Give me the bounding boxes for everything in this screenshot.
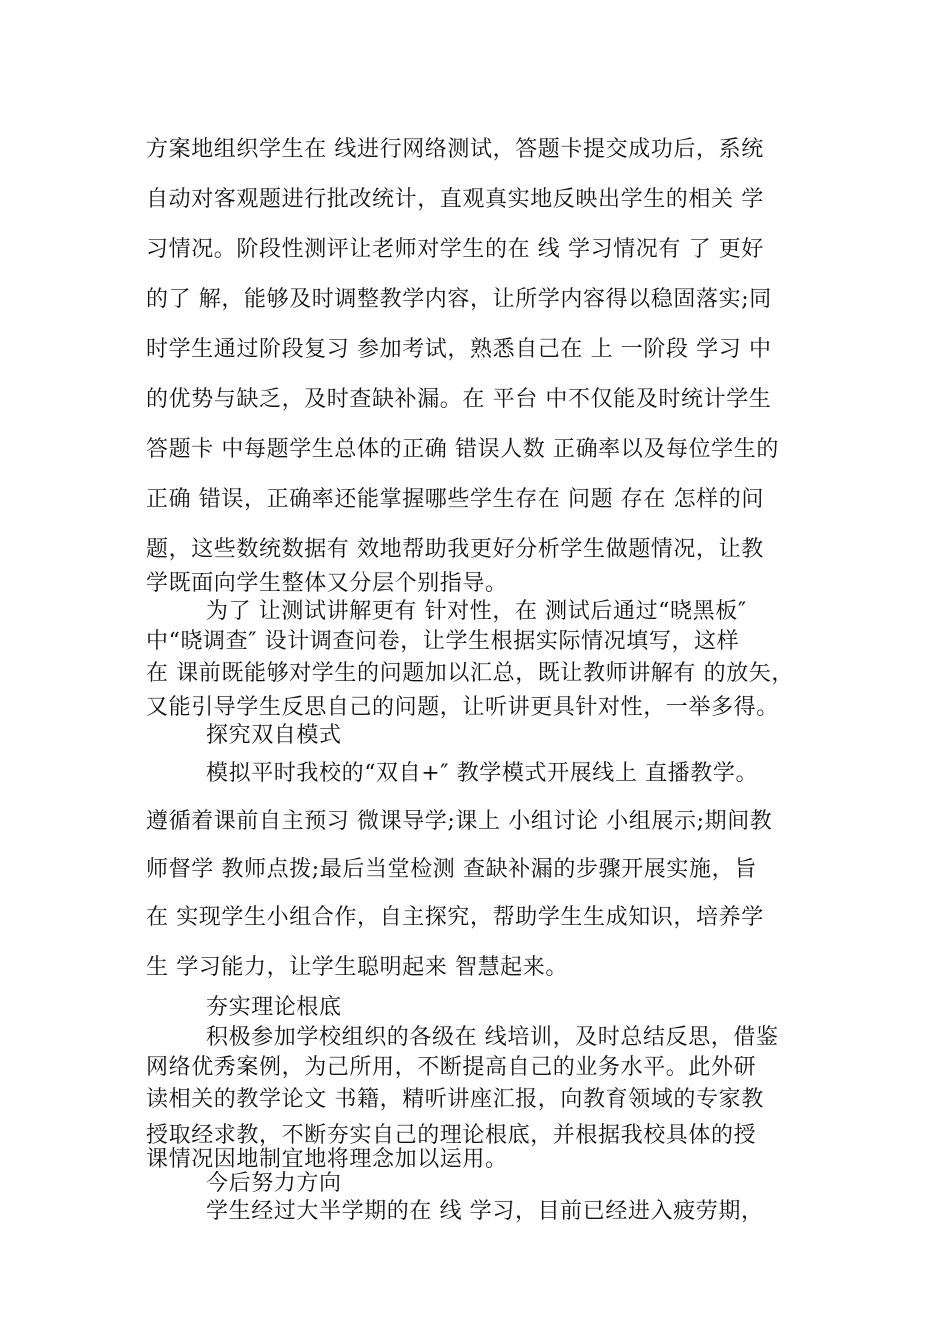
text-line: 答题卡 中每题学生总体的正确 错误人数 正确率以及每位学生的: [146, 437, 779, 462]
text-line: 又能引导学生反思自己的问题，让听讲更具针对性，一举多得。: [146, 695, 779, 720]
text-line: 时学生通过阶段复习 参加考试，熟悉自己在 上 一阶段 学习 中: [146, 337, 772, 362]
text-line: 网络优秀案例，为己所用，不断提高自己的业务水平。此外研: [146, 1055, 757, 1080]
text-line: 中“晓调查″ 设计调查问卷，让学生根据实际情况填写，这样: [146, 629, 740, 654]
section-heading: 今后努力方向: [206, 1171, 342, 1196]
text-line: 师督学 教师点拨;最后当堂检测 查缺补漏的步骤开展实施，旨: [146, 857, 757, 882]
text-line: 遵循着课前自主预习 微课导学;课上 小组讨论 小组展示;期间教: [146, 809, 773, 834]
text-line: 学既面向学生整体又分层个别指导。: [146, 571, 508, 596]
text-line: 正确 错误，正确率还能掌握哪些学生存在 问题 存在 怎样的问: [146, 487, 764, 512]
text-line: 积极参加学校组织的各级在 线培训，及时总结反思，借鉴: [206, 1025, 779, 1050]
text-line: 读相关的教学论文 书籍，精听讲座汇报，向教育领域的专家教: [146, 1087, 764, 1112]
text-line: 习情况。阶段性测评让老师对学生的在 线 学习情况有 了 更好: [146, 237, 764, 262]
section-heading: 探究双自模式: [206, 723, 342, 748]
text-line: 自动对客观题进行批改统计，直观真实地反映出学生的相关 学: [146, 187, 764, 212]
text-line: 题，这些数统数据有 效地帮助我更好分析学生做题情况，让教: [146, 537, 764, 562]
text-line: 方案地组织学生在 线进行网络测试，答题卡提交成功后，系统: [146, 137, 764, 162]
text-line: 在 课前既能够对学生的问题加以汇总，既让教师讲解有 的放矢，: [146, 661, 794, 686]
text-line: 生 学习能力，让学生聪明起来 智慧起来。: [146, 955, 568, 980]
text-line: 的优势与缺乏，及时查缺补漏。在 平台 中不仅能及时统计学生: [146, 387, 772, 412]
text-line: 为了 让测试讲解更有 针对性，在 测试后通过“晓黑板″: [206, 599, 747, 624]
text-line: 模拟平时我校的“双自+″ 教学模式开展线上 直播教学。: [206, 761, 759, 786]
text-line: 在 实现学生小组合作，自主探究，帮助学生生成知识，培养学: [146, 905, 764, 930]
text-line: 课情况因地制宜地将理念加以运用。: [146, 1147, 508, 1172]
text-line: 学生经过大半学期的在 线 学习，目前已经进入疲劳期，: [206, 1199, 764, 1224]
text-line: 的了 解，能够及时调整教学内容，让所学内容得以稳固落实;同: [146, 287, 772, 312]
section-heading: 夯实理论根底: [206, 995, 342, 1020]
text-line: 授取经求教，不断夯实自己的理论根底，并根据我校具体的授: [146, 1123, 757, 1148]
